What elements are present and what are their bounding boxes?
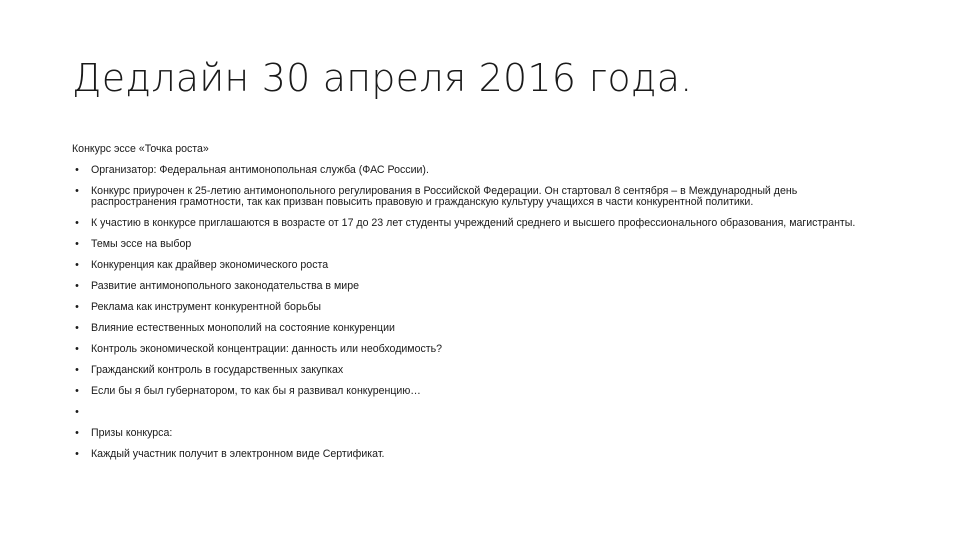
- bullet-text: Развитие антимонопольного законодательства в мире: [91, 280, 359, 292]
- bullet-text: Конкуренция как драйвер экономического роста: [91, 259, 329, 271]
- bullet-text: Конкурс приурочен к 25-летию антимонопольного регулирования в Российской Федерации. Он стартовал 8 сентября – в Международный день распространения грамотности, так как призван повысить правовую и гражданскую культуру учащихся в части конкурентной политики.: [91, 185, 798, 208]
- intro-line: Конкурс эссе «Точка роста»: [72, 143, 209, 155]
- bullet-text: Если бы я был губернатором, то как бы я развивал конкуренцию…: [91, 385, 421, 397]
- bullet-marker: •: [75, 259, 79, 271]
- bullet-item: [72, 323, 882, 334]
- bullet-marker: •: [75, 185, 79, 197]
- bullet-text: Влияние естественных монополий на состояние конкуренции: [91, 322, 395, 334]
- bullet-item: [72, 449, 882, 460]
- bullet-marker: •: [75, 448, 79, 460]
- bullet-marker: •: [75, 322, 79, 334]
- bullet-marker: •: [75, 385, 79, 397]
- bullet-item: [72, 344, 882, 355]
- bullet-marker: •: [75, 343, 79, 355]
- bullet-item: [72, 186, 882, 208]
- bullet-text: Призы конкурса:: [91, 427, 173, 439]
- bullet-item-empty: [72, 407, 882, 418]
- bullet-text: Организатор: Федеральная антимонопольная служба (ФАС России).: [91, 164, 429, 176]
- slide-body: [72, 144, 882, 470]
- bullet-text: Темы эссе на выбор: [91, 238, 192, 250]
- bullet-item: [72, 165, 882, 176]
- bullet-marker: •: [75, 280, 79, 292]
- bullet-marker: •: [75, 364, 79, 376]
- bullet-item: [72, 281, 882, 292]
- bullet-item: [72, 386, 882, 397]
- bullet-item: [72, 302, 882, 313]
- bullet-item: [72, 428, 882, 439]
- bullet-marker: •: [75, 301, 79, 313]
- bullet-text: Гражданский контроль в государственных закупках: [91, 364, 344, 376]
- slide-title: Дедлайн 30 апреля 2016 года.: [72, 56, 693, 100]
- bullet-text: Реклама как инструмент конкурентной борьбы: [91, 301, 322, 313]
- bullet-marker: •: [75, 217, 79, 229]
- bullet-marker: •: [75, 406, 79, 418]
- bullet-text: К участию в конкурсе приглашаются в возрасте от 17 до 23 лет студенты учреждений среднего и высшего профессионального образования, магистранты.: [91, 217, 856, 229]
- bullet-item: [72, 260, 882, 271]
- bullet-text: Контроль экономической концентрации: данность или необходимость?: [91, 343, 443, 355]
- bullet-text: Каждый участник получит в электронном виде Сертификат.: [91, 448, 385, 460]
- bullet-marker: •: [75, 427, 79, 439]
- bullet-marker: •: [75, 238, 79, 250]
- bullet-marker: •: [75, 164, 79, 176]
- bullet-list: [72, 165, 882, 460]
- bullet-item: [72, 239, 882, 250]
- bullet-item: [72, 365, 882, 376]
- bullet-item: [72, 218, 882, 229]
